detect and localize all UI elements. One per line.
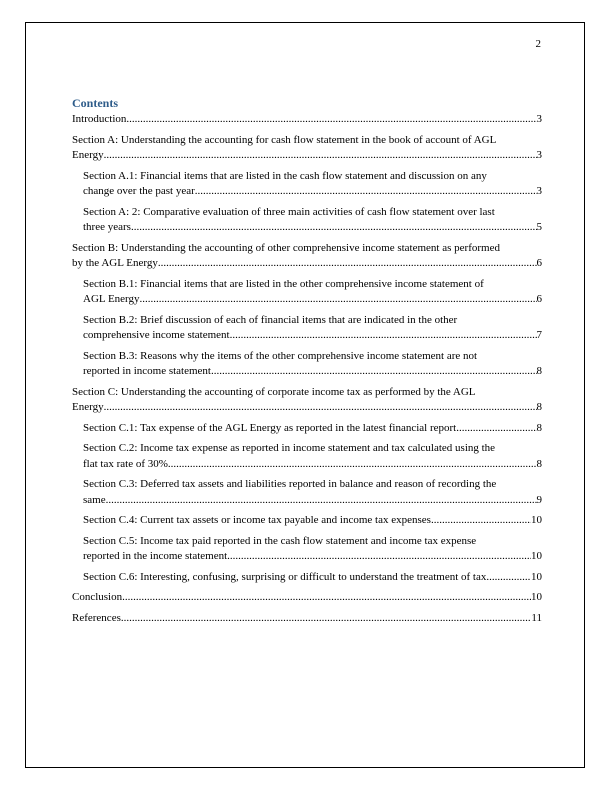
toc-entry-text: Energy — [72, 149, 104, 161]
toc-entry-text: Section B: Understanding the accounting of other comprehensive income statement as performed — [72, 241, 500, 254]
toc-entry-text: change over the past year — [83, 185, 195, 197]
toc-entry-text: three years — [83, 221, 131, 233]
toc-entry[interactable] — [72, 313, 542, 344]
toc-page-number: 10 — [531, 570, 542, 583]
toc-page-number: 11 — [531, 611, 542, 624]
toc-page-number: 6 — [536, 293, 542, 305]
toc-entry-text: Section B.2: Brief discussion of each of financial items that are indicated in the other — [83, 313, 458, 326]
toc-page-number: 10 — [531, 550, 542, 562]
toc-leader-dots — [121, 611, 532, 627]
toc-entry-text: Energy — [72, 401, 104, 413]
table-of-contents — [72, 112, 542, 626]
toc-entry[interactable] — [72, 133, 542, 164]
toc-page-number: 8 — [536, 401, 542, 413]
toc-entry-text: reported in the income statement — [83, 550, 228, 562]
toc-leader-dots — [227, 549, 531, 565]
toc-entry[interactable] — [72, 205, 542, 236]
toc-entry-text: References — [72, 611, 121, 624]
page-number: 2 — [535, 38, 541, 50]
toc-leader-dots — [140, 292, 537, 308]
toc-entry-text: reported in income statement — [83, 365, 211, 377]
toc-leader-dots — [104, 148, 537, 164]
toc-page-number: 3 — [536, 149, 542, 161]
toc-entry[interactable] — [72, 349, 542, 380]
toc-leader-dots — [104, 400, 537, 416]
toc-entry-text: Conclusion — [72, 591, 123, 603]
toc-page-number: 6 — [536, 257, 542, 269]
toc-leader-dots — [126, 112, 536, 128]
toc-page-number: 7 — [536, 329, 542, 341]
toc-leader-dots — [431, 513, 531, 529]
toc-entry-text: by the AGL Energy — [72, 257, 158, 269]
toc-page-number: 8 — [536, 365, 542, 377]
toc-leader-dots — [131, 220, 537, 236]
toc-leader-dots — [158, 256, 537, 272]
toc-entry-text: AGL Energy — [83, 293, 140, 305]
toc-entry-text: Section B.1: Financial items that are listed in the other comprehensive income statement of — [83, 277, 484, 290]
contents-heading: Contents — [72, 96, 119, 110]
toc-leader-dots — [211, 364, 537, 380]
toc-entry[interactable] — [72, 534, 542, 565]
toc-entry-text: Introduction — [72, 113, 127, 125]
toc-entry[interactable] — [72, 513, 542, 529]
toc-entry-text: Section C.1: Tax expense of the AGL Energy as reported in the latest financial report — [83, 421, 457, 434]
toc-entry[interactable] — [72, 570, 542, 586]
toc-entry[interactable] — [72, 611, 542, 627]
toc-entry-text: Section B.3: Reasons why the items of the other comprehensive income statement are not — [83, 349, 478, 362]
toc-page-number: 3 — [536, 113, 542, 125]
toc-leader-dots — [456, 421, 536, 437]
toc-page-number: 10 — [531, 514, 542, 526]
toc-entry-text: Section C.4: Current tax assets or income tax payable and income tax expenses — [83, 514, 431, 526]
toc-page-number: 10 — [531, 591, 542, 603]
toc-page-number: 8 — [536, 421, 542, 434]
toc-entry[interactable] — [72, 385, 542, 416]
toc-entry-text: comprehensive income statement — [83, 329, 230, 341]
toc-entry-text: Section C.2: Income tax expense as reported in income statement and tax calculated using the — [83, 442, 496, 454]
toc-entry[interactable] — [72, 590, 542, 606]
toc-leader-dots — [195, 184, 537, 200]
toc-entry-text: Section A: 2: Comparative evaluation of three main activities of cash flow statement over last — [83, 205, 495, 218]
toc-entry-text: Section C: Understanding the accounting of corporate income tax as performed by the AGL — [72, 385, 476, 398]
toc-entry[interactable] — [72, 477, 542, 508]
toc-entry[interactable] — [72, 421, 542, 437]
toc-entry[interactable] — [72, 112, 542, 128]
toc-entry-text: Section C.3: Deferred tax assets and liabilities reported in balance and reason of recording the — [83, 478, 497, 490]
toc-leader-dots — [106, 493, 537, 509]
toc-page-number: 3 — [536, 185, 542, 197]
toc-entry-text: flat tax rate of 30% — [83, 457, 168, 470]
toc-entry-text: Section C.6: Interesting, confusing, surprising or difficult to understand the treatment of tax. — [83, 570, 490, 583]
toc-entry[interactable] — [72, 241, 542, 272]
toc-entry-text: Section A: Understanding the accounting for cash flow statement in the book of account of AGL — [72, 133, 497, 146]
toc-leader-dots — [122, 590, 531, 606]
toc-leader-dots — [168, 457, 537, 473]
toc-entry-text: same — [83, 493, 106, 506]
toc-entry[interactable] — [72, 441, 542, 472]
toc-page-number: 5 — [536, 221, 542, 233]
toc-entry-text: Section C.5: Income tax paid reported in the cash flow statement and income tax expense — [83, 534, 477, 547]
toc-entry-text: Section A.1: Financial items that are listed in the cash flow statement and discussion on any — [83, 169, 487, 182]
toc-entry[interactable] — [72, 277, 542, 308]
toc-page-number: 9 — [536, 493, 542, 506]
toc-entry[interactable] — [72, 169, 542, 200]
toc-leader-dots — [230, 328, 537, 344]
toc-page-number: 8 — [536, 457, 542, 470]
toc-leader-dots — [489, 570, 531, 586]
